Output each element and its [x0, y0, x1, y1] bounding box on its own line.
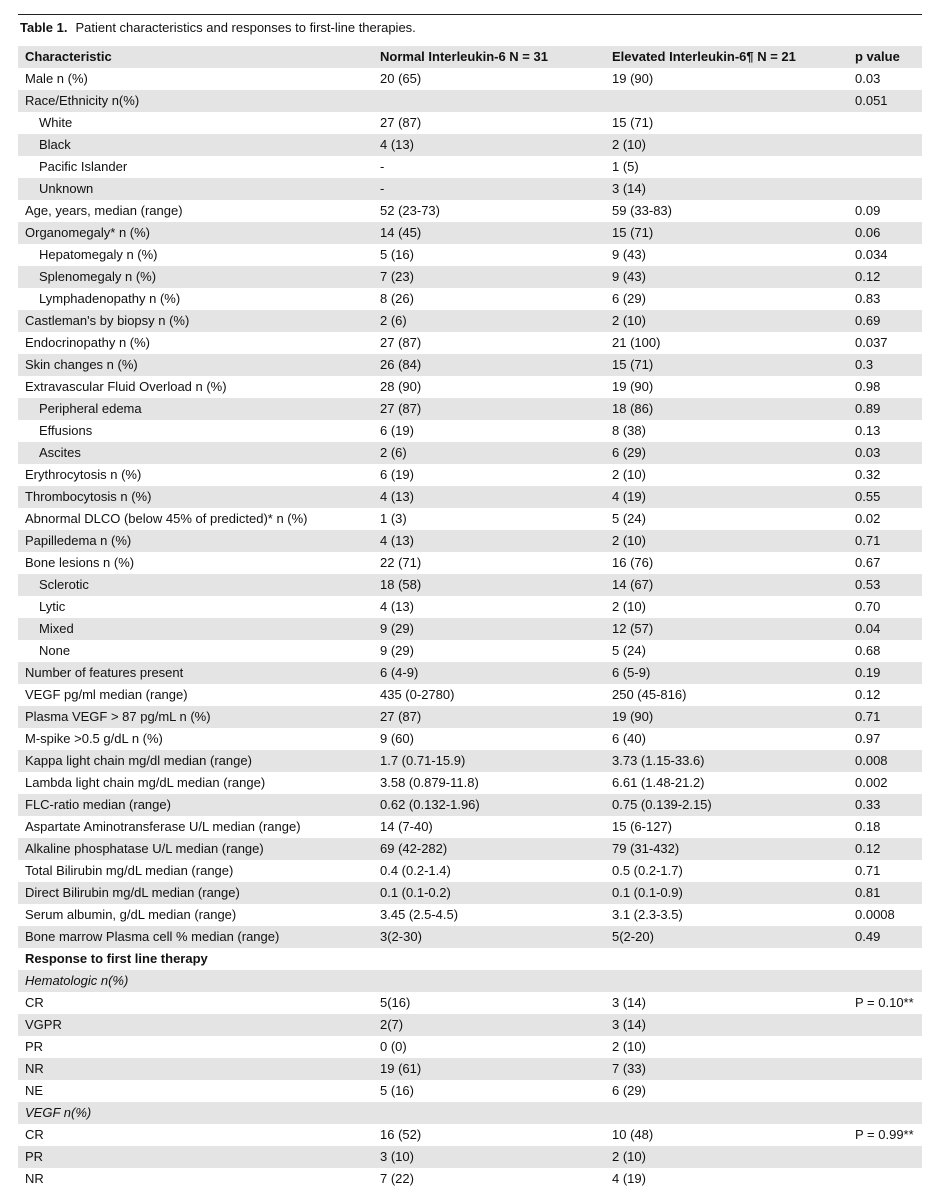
- row-normal-value: 6 (19): [380, 467, 414, 482]
- table-row: [18, 926, 922, 948]
- row-characteristic: Splenomegaly n (%): [18, 266, 380, 288]
- table-row: [18, 574, 922, 596]
- row-elevated-value: 6 (40): [612, 731, 646, 746]
- table-row: [18, 134, 922, 156]
- response-normal-value: 5 (16): [380, 1083, 414, 1098]
- table-row: [18, 486, 922, 508]
- row-characteristic: Bone lesions n (%): [25, 555, 135, 570]
- response-category: CR: [25, 1127, 44, 1142]
- row-normal-value: 1 (3): [380, 511, 407, 526]
- row-characteristic: White: [39, 115, 73, 130]
- row-characteristic: Erythrocytosis n (%): [25, 467, 142, 482]
- row-characteristic: Hepatomegaly n (%): [39, 247, 158, 262]
- row-p-value: 0.49: [855, 926, 922, 948]
- row-elevated-value: 2 (10): [612, 530, 855, 552]
- hematologic-response-row: [18, 992, 922, 1014]
- row-p-value: 0.70: [855, 599, 881, 614]
- row-characteristic: Serum albumin, g/dL median (range): [25, 907, 237, 922]
- table-row: [18, 112, 922, 134]
- header-p-value: p value: [855, 46, 922, 68]
- table-body: [18, 46, 922, 1190]
- response-elevated-value: 3 (14): [612, 1014, 855, 1036]
- row-normal-value: 3.45 (2.5-4.5): [380, 907, 459, 922]
- row-p-value: 0.83: [855, 291, 881, 306]
- row-elevated-value: 6 (5-9): [612, 662, 855, 684]
- hematologic-response-row: [18, 1058, 922, 1080]
- row-elevated-value: 9 (43): [612, 247, 646, 262]
- hematologic-response-row: [18, 1080, 922, 1102]
- row-elevated-value: 3.1 (2.3-3.5): [612, 907, 683, 922]
- row-elevated-value: 5(2-20): [612, 926, 855, 948]
- row-elevated-value: 12 (57): [612, 618, 855, 640]
- row-characteristic: Lymphadenopathy n (%): [39, 291, 181, 306]
- hematologic-subheading: Hematologic n(%): [18, 970, 380, 992]
- row-normal-value: 2 (6): [380, 310, 612, 332]
- response-category: CR: [25, 995, 44, 1010]
- row-p-value: 0.89: [855, 398, 922, 420]
- hematologic-subheading-row: [18, 970, 922, 992]
- response-elevated-value: 7 (33): [612, 1058, 855, 1080]
- header-characteristic: Characteristic: [18, 46, 380, 68]
- row-characteristic: Thrombocytosis n (%): [18, 486, 380, 508]
- response-elevated-value: 3 (14): [612, 995, 646, 1010]
- row-characteristic: FLC-ratio median (range): [18, 794, 380, 816]
- row-p-value: 0.3: [855, 354, 922, 376]
- characteristics-table: [18, 46, 922, 1190]
- row-characteristic: Number of features present: [18, 662, 380, 684]
- row-normal-value: 28 (90): [380, 379, 422, 394]
- row-characteristic: Male n (%): [25, 71, 88, 86]
- response-normal-value: 19 (61): [380, 1058, 612, 1080]
- table-row: [18, 398, 922, 420]
- response-p-value: P = 0.99**: [855, 1127, 914, 1142]
- row-p-value: 0.03: [855, 71, 881, 86]
- response-normal-value: 5(16): [380, 995, 411, 1010]
- table-row: [18, 816, 922, 838]
- row-normal-value: 2 (6): [380, 442, 612, 464]
- table-row: [18, 464, 922, 486]
- row-characteristic: Direct Bilirubin mg/dL median (range): [18, 882, 380, 904]
- row-normal-value: 435 (0-2780): [380, 687, 455, 702]
- row-p-value: 0.12: [855, 838, 922, 860]
- row-p-value: 0.71: [855, 706, 922, 728]
- row-normal-value: 9 (29): [380, 618, 612, 640]
- row-p-value: 0.71: [855, 530, 922, 552]
- row-normal-value: -: [380, 178, 612, 200]
- row-p-value: 0.002: [855, 775, 888, 790]
- table-row: [18, 442, 922, 464]
- row-p-value: 0.051: [855, 90, 922, 112]
- table-row: [18, 68, 922, 90]
- table-row: [18, 794, 922, 816]
- table-row: [18, 508, 922, 530]
- response-p-value: [855, 1058, 922, 1080]
- row-normal-value: 4 (13): [380, 599, 414, 614]
- table-row: [18, 596, 922, 618]
- row-characteristic: Unknown: [18, 178, 380, 200]
- row-normal-value: 26 (84): [380, 354, 612, 376]
- response-normal-value: 7 (22): [380, 1171, 414, 1186]
- row-p-value: 0.008: [855, 750, 922, 772]
- row-p-value: 0.81: [855, 882, 922, 904]
- row-elevated-value: 19 (90): [612, 71, 654, 86]
- row-normal-value: 9 (29): [380, 643, 414, 658]
- row-elevated-value: 9 (43): [612, 266, 855, 288]
- row-elevated-value: 250 (45-816): [612, 687, 687, 702]
- row-p-value: [855, 134, 922, 156]
- row-characteristic: Ascites: [18, 442, 380, 464]
- row-elevated-value: 21 (100): [612, 335, 661, 350]
- row-p-value: 0.06: [855, 222, 922, 244]
- row-elevated-value: 19 (90): [612, 706, 855, 728]
- row-characteristic: Lambda light chain mg/dL median (range): [25, 775, 266, 790]
- vegf-response-row: [18, 1168, 922, 1190]
- row-normal-value: 5 (16): [380, 247, 414, 262]
- row-p-value: 0.19: [855, 662, 922, 684]
- row-normal-value: 22 (71): [380, 555, 422, 570]
- response-p-value: [855, 1036, 922, 1058]
- row-elevated-value: 1 (5): [612, 159, 639, 174]
- row-characteristic: Black: [18, 134, 380, 156]
- header-normal-il6: Normal Interleukin-6 N = 31: [380, 46, 612, 68]
- table-row: [18, 90, 922, 112]
- row-elevated-value: 0.75 (0.139-2.15): [612, 794, 855, 816]
- table-row: [18, 420, 922, 442]
- row-characteristic: Mixed: [18, 618, 380, 640]
- empty-cell: [612, 970, 855, 992]
- row-elevated-value: 15 (71): [612, 354, 855, 376]
- row-characteristic: Endocrinopathy n (%): [25, 335, 151, 350]
- row-p-value: 0.02: [855, 511, 881, 526]
- caption-label: Table 1.: [20, 20, 68, 35]
- row-elevated-value: 6 (29): [612, 442, 855, 464]
- row-p-value: 0.12: [855, 687, 881, 702]
- row-normal-value: 27 (87): [380, 335, 422, 350]
- table-header-row: [18, 46, 922, 68]
- row-p-value: 0.03: [855, 442, 922, 464]
- table-row: [18, 332, 922, 354]
- row-p-value: 0.33: [855, 794, 922, 816]
- row-elevated-value: 16 (76): [612, 555, 654, 570]
- row-p-value: 0.12: [855, 266, 922, 288]
- row-p-value: 0.68: [855, 643, 881, 658]
- empty-cell: [855, 1102, 922, 1124]
- response-normal-value: 16 (52): [380, 1127, 422, 1142]
- row-p-value: 0.69: [855, 310, 922, 332]
- row-elevated-value: [612, 90, 855, 112]
- row-elevated-value: 59 (33-83): [612, 203, 672, 218]
- response-elevated-value: 2 (10): [612, 1039, 646, 1054]
- response-normal-value: 0 (0): [380, 1039, 407, 1054]
- row-characteristic: VEGF pg/ml median (range): [25, 687, 188, 702]
- empty-cell: [380, 948, 612, 970]
- response-p-value: [855, 1168, 922, 1190]
- table-row: [18, 860, 922, 882]
- table-row: [18, 310, 922, 332]
- response-elevated-value: 6 (29): [612, 1083, 646, 1098]
- row-characteristic: Aspartate Aminotransferase U/L median (range): [25, 819, 301, 834]
- table-row: [18, 552, 922, 574]
- row-characteristic: None: [39, 643, 71, 658]
- response-p-value: P = 0.10**: [855, 995, 914, 1010]
- empty-cell: [855, 970, 922, 992]
- response-normal-value: 2(7): [380, 1014, 612, 1036]
- row-p-value: 0.98: [855, 379, 881, 394]
- row-characteristic: M-spike >0.5 g/dL n (%): [25, 731, 163, 746]
- row-p-value: 0.0008: [855, 907, 895, 922]
- row-characteristic: Race/Ethnicity n(%): [18, 90, 380, 112]
- row-elevated-value: 14 (67): [612, 574, 855, 596]
- hematologic-response-row: [18, 1014, 922, 1036]
- row-normal-value: [380, 90, 612, 112]
- table-row: [18, 882, 922, 904]
- table-row: [18, 728, 922, 750]
- row-elevated-value: 0.1 (0.1-0.9): [612, 882, 855, 904]
- response-section-title-row: [18, 948, 922, 970]
- row-elevated-value: 18 (86): [612, 398, 855, 420]
- table-row: [18, 838, 922, 860]
- table-row: [18, 200, 922, 222]
- row-elevated-value: 2 (10): [612, 599, 646, 614]
- response-elevated-value: 4 (19): [612, 1171, 646, 1186]
- row-elevated-value: 2 (10): [612, 310, 855, 332]
- table-row: [18, 244, 922, 266]
- response-category: NR: [25, 1171, 44, 1186]
- row-elevated-value: 2 (10): [612, 467, 646, 482]
- row-normal-value: 14 (7-40): [380, 819, 433, 834]
- vegf-response-row: [18, 1124, 922, 1146]
- vegf-subheading-row: [18, 1102, 922, 1124]
- header-elevated-il6: Elevated Interleukin-6¶ N = 21: [612, 46, 855, 68]
- table-row: [18, 156, 922, 178]
- table-row: [18, 684, 922, 706]
- empty-cell: [612, 1102, 855, 1124]
- table-row: [18, 618, 922, 640]
- table-row: [18, 904, 922, 926]
- row-characteristic: Kappa light chain mg/dl median (range): [18, 750, 380, 772]
- row-elevated-value: 0.5 (0.2-1.7): [612, 863, 683, 878]
- row-elevated-value: 19 (90): [612, 379, 654, 394]
- row-normal-value: 9 (60): [380, 731, 414, 746]
- empty-cell: [612, 948, 855, 970]
- row-p-value: 0.67: [855, 555, 881, 570]
- row-elevated-value: 3.73 (1.15-33.6): [612, 750, 855, 772]
- row-normal-value: 14 (45): [380, 222, 612, 244]
- response-p-value: [855, 1014, 922, 1036]
- table-row: [18, 772, 922, 794]
- row-elevated-value: 8 (38): [612, 423, 646, 438]
- row-normal-value: 6 (4-9): [380, 662, 612, 684]
- row-characteristic: Total Bilirubin mg/dL median (range): [25, 863, 234, 878]
- empty-cell: [380, 970, 612, 992]
- row-characteristic: Pacific Islander: [39, 159, 128, 174]
- row-p-value: [855, 112, 922, 134]
- response-elevated-value: 2 (10): [612, 1146, 855, 1168]
- table-row: [18, 354, 922, 376]
- row-p-value: [855, 178, 922, 200]
- row-normal-value: 0.4 (0.2-1.4): [380, 863, 451, 878]
- row-elevated-value: 15 (71): [612, 115, 654, 130]
- row-p-value: [855, 156, 922, 178]
- row-characteristic: Abnormal DLCO (below 45% of predicted)* n (%): [25, 511, 308, 526]
- row-normal-value: 27 (87): [380, 115, 422, 130]
- caption-top-rule: [18, 14, 922, 15]
- row-normal-value: 3.58 (0.879-11.8): [380, 775, 479, 790]
- row-normal-value: 0.1 (0.1-0.2): [380, 882, 612, 904]
- table-row: [18, 222, 922, 244]
- row-normal-value: 18 (58): [380, 574, 612, 596]
- row-p-value: 0.97: [855, 731, 881, 746]
- response-elevated-value: 10 (48): [612, 1127, 654, 1142]
- row-normal-value: 69 (42-282): [380, 838, 612, 860]
- response-category: NE: [25, 1083, 44, 1098]
- row-elevated-value: 2 (10): [612, 134, 855, 156]
- table-row: [18, 178, 922, 200]
- row-p-value: 0.53: [855, 574, 922, 596]
- table-caption: [20, 18, 416, 38]
- row-normal-value: 7 (23): [380, 266, 612, 288]
- table-row: [18, 706, 922, 728]
- empty-cell: [855, 948, 922, 970]
- row-characteristic: Alkaline phosphatase U/L median (range): [18, 838, 380, 860]
- row-normal-value: 1.7 (0.71-15.9): [380, 750, 612, 772]
- row-normal-value: 4 (13): [380, 486, 612, 508]
- vegf-response-row: [18, 1146, 922, 1168]
- table-row: [18, 750, 922, 772]
- row-characteristic: Effusions: [39, 423, 93, 438]
- caption-text: Patient characteristics and responses to first-line therapies.: [75, 20, 416, 35]
- row-characteristic: Lytic: [39, 599, 66, 614]
- row-elevated-value: 5 (24): [612, 643, 646, 658]
- row-normal-value: 4 (13): [380, 530, 612, 552]
- row-p-value: 0.71: [855, 863, 881, 878]
- row-normal-value: 52 (23-73): [380, 203, 440, 218]
- row-characteristic: Papilledema n (%): [18, 530, 380, 552]
- row-characteristic: Extravascular Fluid Overload n (%): [25, 379, 227, 394]
- row-elevated-value: 6 (29): [612, 291, 646, 306]
- row-characteristic: Bone marrow Plasma cell % median (range): [18, 926, 380, 948]
- response-category: PR: [25, 1039, 44, 1054]
- row-elevated-value: 79 (31-432): [612, 838, 855, 860]
- row-p-value: 0.09: [855, 203, 881, 218]
- row-characteristic: Organomegaly* n (%): [18, 222, 380, 244]
- row-normal-value: 20 (65): [380, 71, 422, 86]
- response-p-value: [855, 1146, 922, 1168]
- row-normal-value: 0.62 (0.132-1.96): [380, 794, 612, 816]
- row-normal-value: 4 (13): [380, 134, 612, 156]
- response-category: VGPR: [18, 1014, 380, 1036]
- table-row: [18, 288, 922, 310]
- row-characteristic: Plasma VEGF > 87 pg/mL n (%): [18, 706, 380, 728]
- row-elevated-value: 3 (14): [612, 178, 855, 200]
- row-normal-value: 27 (87): [380, 706, 612, 728]
- table-row: [18, 266, 922, 288]
- row-normal-value: 8 (26): [380, 291, 414, 306]
- response-p-value: [855, 1080, 922, 1102]
- row-normal-value: -: [380, 159, 385, 174]
- row-normal-value: 3(2-30): [380, 926, 612, 948]
- row-characteristic: Peripheral edema: [18, 398, 380, 420]
- row-normal-value: 6 (19): [380, 423, 414, 438]
- row-elevated-value: 15 (6-127): [612, 819, 672, 834]
- row-characteristic: Skin changes n (%): [18, 354, 380, 376]
- response-category: PR: [18, 1146, 380, 1168]
- row-p-value: 0.32: [855, 467, 881, 482]
- row-characteristic: Sclerotic: [18, 574, 380, 596]
- row-p-value: 0.037: [855, 335, 888, 350]
- empty-cell: [380, 1102, 612, 1124]
- table-row: [18, 376, 922, 398]
- row-characteristic: Age, years, median (range): [25, 203, 183, 218]
- hematologic-response-row: [18, 1036, 922, 1058]
- row-elevated-value: 5 (24): [612, 511, 646, 526]
- table-row: [18, 640, 922, 662]
- response-normal-value: 3 (10): [380, 1146, 612, 1168]
- response-section-title: Response to first line therapy: [25, 951, 208, 966]
- response-category: NR: [18, 1058, 380, 1080]
- row-p-value: 0.034: [855, 247, 888, 262]
- vegf-subheading: VEGF n(%): [18, 1102, 380, 1124]
- row-p-value: 0.04: [855, 618, 922, 640]
- row-elevated-value: 15 (71): [612, 222, 855, 244]
- row-characteristic: Castleman's by biopsy n (%): [18, 310, 380, 332]
- row-normal-value: 27 (87): [380, 398, 612, 420]
- row-elevated-value: 4 (19): [612, 486, 855, 508]
- row-elevated-value: 6.61 (1.48-21.2): [612, 775, 705, 790]
- table-row: [18, 662, 922, 684]
- row-p-value: 0.55: [855, 486, 922, 508]
- table-row: [18, 530, 922, 552]
- row-p-value: 0.13: [855, 423, 881, 438]
- row-p-value: 0.18: [855, 819, 881, 834]
